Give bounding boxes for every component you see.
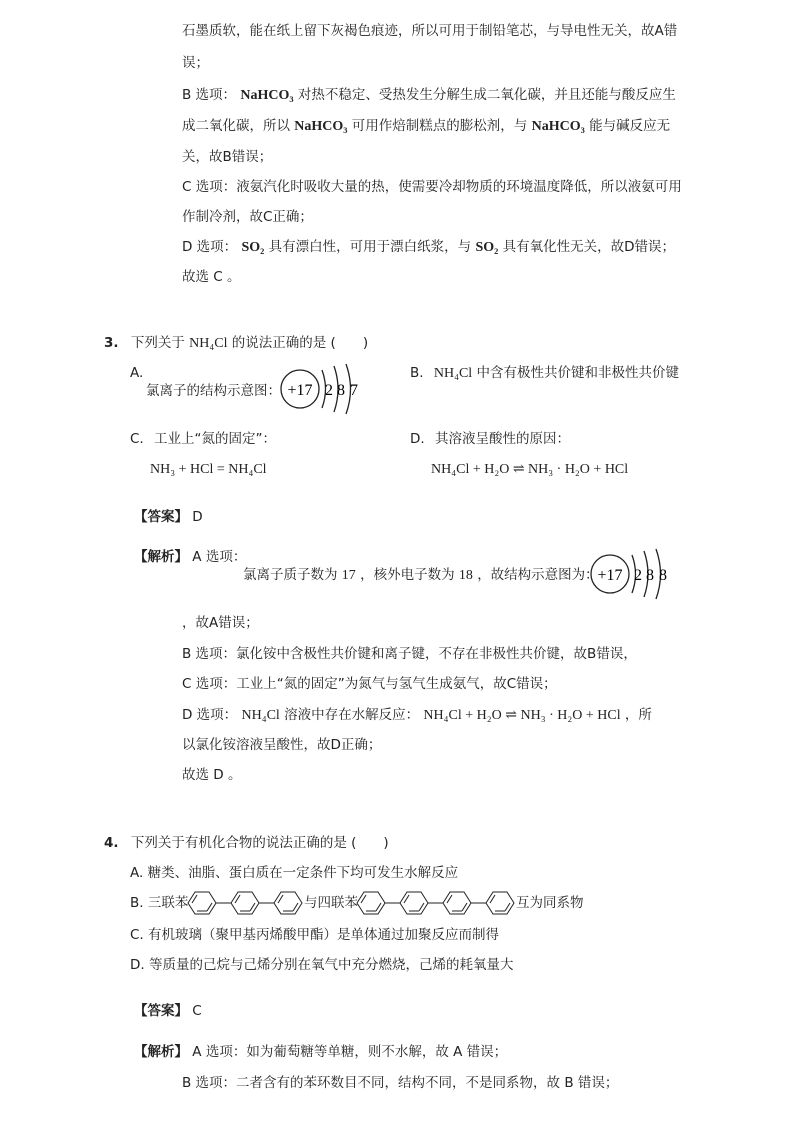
analysis-label: 【解析】	[134, 1044, 188, 1060]
terphenyl-structure	[187, 889, 304, 917]
q4-analysis-b: B 选项：二者含有的苯环数目不同，结构不同，不是同系物，故 B 错误；	[182, 1075, 619, 1091]
q2-conclusion: 故选 C 。	[182, 269, 241, 285]
text: 成二氧化碳，所以	[182, 118, 290, 134]
formula-nahco3: NaHCO₃	[240, 88, 294, 103]
formula-nahco3: NaHCO₃	[294, 119, 348, 134]
q3-analysis-b: B 选项：氯化铵中含极性共价键和离子键，不存在非极性共价键，故B错误，	[182, 646, 637, 662]
text: 的说法正确的是 ( )	[231, 335, 369, 351]
option-label: D.	[410, 431, 425, 447]
shell-3-electrons: 7	[350, 382, 358, 399]
q2-a-explanation-line2: 误；	[182, 55, 209, 71]
q2-a-explanation-line1: 石墨质软，能在纸上留下灰褐色痕迹，所以可用于制铅笔芯，与导电性无关，故A错	[182, 23, 678, 39]
formula-so2: SO₂	[241, 240, 265, 255]
nucleus-charge: +17	[287, 382, 313, 399]
q3-option-a-atom-diagram	[278, 362, 370, 418]
answer-value: D	[192, 509, 203, 525]
text: 中含有极性共价键和非极性共价键	[476, 365, 679, 381]
q3-option-c[interactable]	[130, 430, 276, 448]
q3-option-a-text: 氯离子的结构示意图：	[146, 383, 281, 399]
q3-analysis-a-head	[134, 548, 246, 566]
text: A 选项：如为葡萄糖等单糖，则不水解，故 A 错误；	[192, 1044, 508, 1060]
text: 下列关于有机化合物的说法正确的是 ( )	[130, 835, 389, 851]
q3-answer	[134, 508, 203, 526]
q3-analysis-a-text	[243, 566, 599, 585]
q3-option-d[interactable]	[410, 430, 570, 448]
formula-so2: SO₂	[475, 240, 499, 255]
text: 溶液中存在水解反应：	[284, 707, 420, 723]
q4-option-b-suffix: 互为同系物	[516, 895, 584, 911]
text: 可用作焙制糕点的膨松剂，与	[351, 118, 528, 134]
text: ，核外电子数为	[360, 567, 455, 583]
shell-3-electrons: 8	[659, 567, 667, 584]
q3-analysis-atom-diagram	[588, 546, 680, 602]
text: 下列关于	[130, 335, 185, 351]
q4-answer	[134, 1002, 202, 1020]
formula-nh4cl: NH₄Cl	[189, 336, 228, 351]
q3-analysis-d-line1	[182, 706, 652, 725]
formula-nh4cl: NH₄Cl	[241, 708, 280, 723]
formula-nh4cl: NH₄Cl	[433, 366, 473, 381]
quaterphenyl-structure	[356, 889, 516, 917]
q3-conclusion: 故选 D 。	[182, 767, 242, 783]
q3-option-d-equation: NH₄Cl + H₂O ⇌ NH₃ · H₂O + HCl	[431, 462, 629, 477]
option-label: B 选项：	[182, 87, 237, 103]
option-label: C.	[130, 431, 144, 447]
answer-label: 【答案】	[134, 1003, 188, 1019]
q4-option-c[interactable]: C. 有机玻璃（聚甲基丙烯酸甲酯）是单体通过加聚反应而制得	[130, 927, 500, 943]
answer-value: C	[192, 1003, 202, 1019]
q2-b-explanation-line3: 关，故B错误；	[182, 149, 273, 165]
electron-count: 18	[458, 568, 473, 583]
shell-2-electrons: 8	[646, 567, 654, 584]
q2-b-explanation-line2	[182, 117, 670, 136]
text: ，故结构示意图为：	[477, 567, 599, 583]
text: 具有漂白性，可用于漂白纸浆，与	[268, 239, 472, 255]
text: 工业上“氮的固定”：	[154, 431, 277, 447]
q4-option-a[interactable]: A. 糖类、油脂、蛋白质在一定条件下均可发生水解反应	[130, 865, 459, 881]
text: 具有氧化性无关，故D错误；	[502, 239, 676, 255]
proton-count: 17	[341, 568, 356, 583]
q3-option-c-equation: NH₃ + HCl = NH₄Cl	[150, 462, 267, 477]
q4-option-b-prefix[interactable]: B. 三联苯	[130, 895, 189, 911]
analysis-label: 【解析】	[134, 549, 188, 565]
q4-option-d[interactable]: D. 等质量的己烷与己烯分别在氧气中充分燃烧，己烯的耗氧量大	[130, 957, 514, 973]
text: 能与碱反应无	[589, 118, 671, 134]
hydrolysis-equation: NH₄Cl + H₂O ⇌ NH₃ · H₂O + HCl	[423, 708, 621, 723]
q4-analysis-a	[134, 1043, 507, 1061]
option-label: B.	[410, 365, 424, 381]
shell-1-electrons: 2	[325, 382, 333, 399]
q3-option-b[interactable]	[410, 364, 679, 383]
shell-2-electrons: 8	[337, 382, 345, 399]
q2-d-explanation	[182, 238, 675, 257]
option-label: D 选项：	[182, 239, 238, 255]
q3-option-a-label[interactable]: A.	[130, 365, 144, 381]
q3-analysis-a-conclusion: ，故A错误；	[182, 615, 259, 631]
q2-c-explanation-line1: C 选项：液氨汽化时吸收大量的热，使需要冷却物质的环境温度降低，所以液氨可用	[182, 179, 682, 195]
q2-c-explanation-line2: 作制冷剂，故C正确；	[182, 209, 313, 225]
q2-b-explanation-line1	[182, 86, 676, 105]
question-number: 4.	[104, 835, 119, 851]
q3-stem	[104, 334, 368, 353]
text: 其溶液呈酸性的原因：	[434, 431, 570, 447]
shell-1-electrons: 2	[634, 567, 642, 584]
option-label: A 选项：	[192, 549, 247, 565]
text: 对热不稳定、受热发生分解生成二氧化碳，并且还能与酸反应生	[297, 87, 676, 103]
formula-nahco3: NaHCO₃	[531, 119, 585, 134]
text: 氯离子质子数为	[243, 567, 338, 583]
q3-analysis-d-line2: 以氯化铵溶液呈酸性，故D正确；	[182, 737, 382, 753]
answer-label: 【答案】	[134, 509, 188, 525]
q4-stem	[104, 834, 389, 852]
text: ，所	[624, 707, 652, 723]
option-label: D 选项：	[182, 707, 238, 723]
q3-analysis-c: C 选项：工业上“氮的固定”为氮气与氢气生成氨气，故C错误；	[182, 676, 557, 692]
question-number: 3.	[104, 335, 119, 351]
q4-option-b-middle: 与四联苯	[304, 895, 358, 911]
nucleus-charge: +17	[597, 567, 623, 584]
